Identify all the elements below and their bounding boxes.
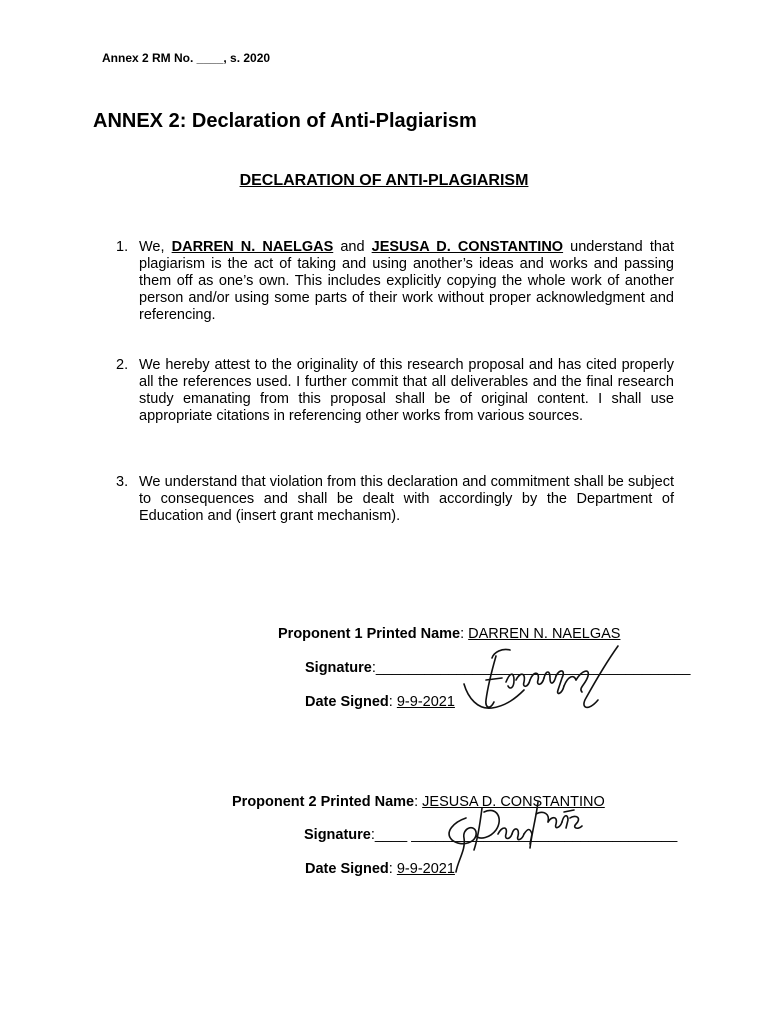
proponent-2-name-label: Proponent 2 Printed Name xyxy=(232,794,415,810)
item-text-post: understand that plagiarism is the act of taking and using another’s ideas and works and passing them off as one’s own. This includes explicitly copying the whole work of another person and/or using some parts of their work without proper acknowledgment and referencing. xyxy=(139,239,675,323)
declaration-item-3 xyxy=(116,474,674,525)
declaration-item-1 xyxy=(116,239,674,324)
proponent-1-date-row xyxy=(305,694,455,710)
proponent-1-name-value: DARREN N. NAELGAS xyxy=(468,626,621,642)
item-text: We hereby attest to the originality of this research proposal and has cited properly all the references used. I further commit that all deliverables and the final research study emanating from this proposal shall be of original content. I shall use appropriate citations in referencing other works from various sources. xyxy=(139,357,674,424)
annex-header: Annex 2 RM No. ____, s. 2020 xyxy=(102,51,271,65)
colon: : xyxy=(460,626,465,642)
item-text-pre: We, xyxy=(139,239,172,255)
proponent-1-signature-image xyxy=(458,640,628,722)
item-text xyxy=(139,239,674,324)
proponent-2-name-inline: JESUSA D. CONSTANTINO xyxy=(371,239,564,255)
document-subtitle xyxy=(0,172,768,190)
proponent-1-signature-label: Signature xyxy=(305,660,372,676)
proponent-2-date-row xyxy=(305,861,455,877)
colon: : xyxy=(370,827,375,843)
proponent-1-date-value: 9-9-2021 xyxy=(396,694,455,710)
proponent-1-name-inline: DARREN N. NAELGAS xyxy=(171,239,334,255)
proponent-2-signature-label: Signature xyxy=(304,827,371,843)
proponent-2-date-value: 9-9-2021 xyxy=(396,861,455,877)
proponent-2-name-value: JESUSA D. CONSTANTINO xyxy=(422,794,605,810)
item-number: 3. xyxy=(116,474,129,490)
proponent-1-date-label: Date Signed xyxy=(305,694,389,710)
colon: : xyxy=(371,660,376,676)
colon: : xyxy=(388,861,393,877)
item-text-mid: and xyxy=(333,239,372,255)
colon: : xyxy=(414,794,419,810)
page-title: ANNEX 2: Declaration of Anti-Plagiarism xyxy=(93,110,477,132)
colon: : xyxy=(388,694,393,710)
proponent-1-name-label: Proponent 1 Printed Name xyxy=(278,626,461,642)
proponent-2-date-label: Date Signed xyxy=(305,861,389,877)
proponent-2-signature-line: ____ _________________________________ xyxy=(374,827,678,843)
item-text: We understand that violation from this declaration and commitment shall be subject to consequences and shall be dealt with accordingly by the Department of Education and (insert grant mechanism). xyxy=(139,474,674,524)
proponent-1-signature-line: _______________________________________ xyxy=(375,660,691,676)
proponent-2-signature-image xyxy=(436,788,586,880)
subtitle-text: DECLARATION OF ANTI-PLAGIARISM xyxy=(239,172,529,189)
item-number: 1. xyxy=(116,239,129,255)
declaration-item-2 xyxy=(116,357,674,425)
item-number: 2. xyxy=(116,357,129,373)
